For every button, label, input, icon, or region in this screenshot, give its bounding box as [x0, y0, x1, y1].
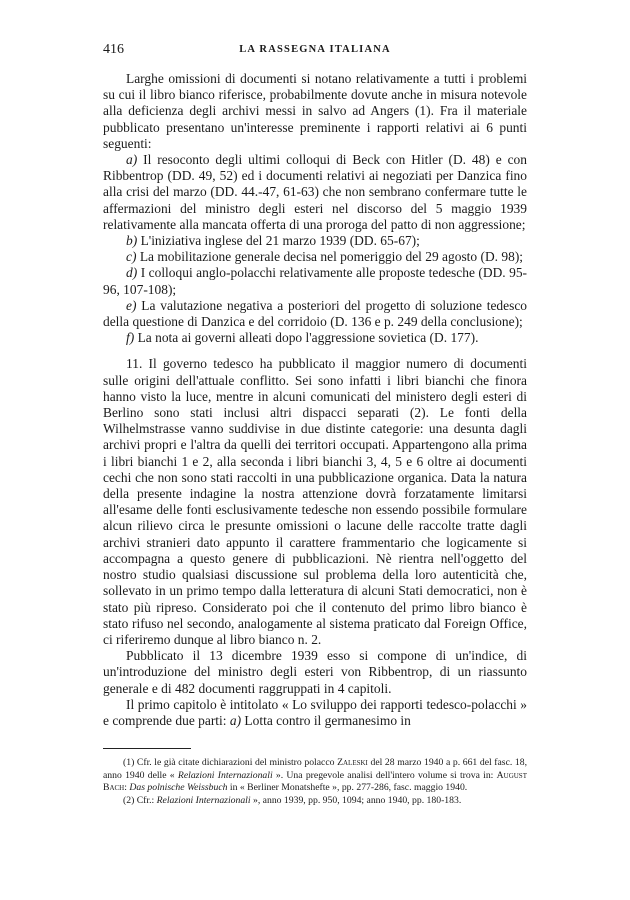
footnote-text: (1) Cfr. le già citate dichiarazioni del ministro polacco [123, 757, 338, 768]
item-text: La valutazione negativa a posteriori del progetto di soluzione tedesco della questione di Danzica e del corridoio (D. 136 e p. 249 della conclusione); [103, 297, 528, 330]
paragraph-intro: Larghe omissioni di documenti si notano relativamente a tutti i problemi su cui il libro bianco riferisce, probabilmente dovute anche in misura notevole alla deficienza degli archivi messi in salvo ad Angers (1). Fra il materiale pubblicato presentano un'interesse preminente i rapporti relativi ai 6 punti seguenti: [103, 71, 527, 151]
footnote-text: del 28 marzo 1940 a p. 661 del fasc. 18, anno 1940 delle « [103, 757, 527, 781]
main-text [103, 71, 527, 729]
author-name: August Bach [103, 769, 527, 794]
chapter-text-end: Lotta contro il germanesimo in [241, 712, 411, 728]
list-item-d [103, 265, 527, 297]
paragraph-first-chapter [103, 697, 527, 729]
list-item-e [103, 298, 527, 330]
running-title: LA RASSEGNA ITALIANA [239, 44, 391, 55]
list-item-f [103, 330, 527, 346]
item-marker: c) [126, 249, 137, 265]
footnote-divider [103, 748, 191, 749]
item-marker: b) [126, 233, 138, 249]
item-marker: e) [126, 297, 137, 313]
paragraph-publication: Pubblicato il 13 dicembre 1939 esso si compone di un'indice, di un'introduzione del ministro degli esteri von Ribbentrop, di un riassunto generale e di 482 documenti raggruppati in 4 capitoli. [103, 648, 527, 696]
author-name: Zaleski [337, 757, 368, 768]
page-header [103, 42, 527, 60]
book-title: Das polnische Weissbuch [129, 782, 228, 794]
footnote-1 [103, 757, 527, 795]
footnote-2 [103, 795, 527, 808]
footnote-text: », anno 1939, pp. 950, 1094; anno 1940, pp. 180-183. [250, 794, 462, 806]
footnote-text: ». Una pregevole analisi dell'intero volume si trova in: [272, 769, 497, 781]
journal-title: Relazioni Internazionali [156, 794, 251, 806]
list-item-a [103, 152, 527, 233]
item-marker: f) [126, 330, 135, 346]
item-text: L'iniziativa inglese del 21 marzo 1939 (DD. 65-67); [140, 233, 420, 249]
item-text: Il resoconto degli ultimi colloqui di Beck con Hitler (D. 48) e con Ribbentrop (DD. 49, 52) ed i documenti relativi ai negoziati per Danzica fino alla crisi del marzo (DD. 44.-47, 61-63) che non sembrano confermare tutte le affermazioni del ministro degli esteri nel discorso del 5 maggio 1939 relativamente alla mancata offerta di una proroga del patto di non aggressione; [103, 152, 527, 232]
chapter-text-start: Il primo capitolo è intitolato « Lo sviluppo dei rapporti tedesco-polacchi » e comprende due parti: [103, 696, 527, 728]
list-item-c [103, 249, 527, 265]
footnote-text: in « Berliner Monatshefte », pp. 277-286, fasc. maggio 1940. [227, 782, 468, 794]
footnotes [103, 757, 527, 807]
item-marker: a) [126, 152, 138, 168]
item-marker: a) [229, 712, 242, 728]
list-item-b [103, 233, 527, 249]
item-text: I colloqui anglo-polacchi relativamente alle proposte tedesche (DD. 95-96, 107-108); [103, 265, 528, 297]
item-text: La nota ai governi alleati dopo l'aggressione sovietica (D. 177). [137, 330, 479, 346]
footnote-text: : [124, 782, 130, 794]
page-number: 416 [103, 42, 124, 57]
journal-title: Relazioni Internazionali [177, 769, 273, 781]
paragraph-section-11: 11. Il governo tedesco ha pubblicato il maggior numero di documenti sulle origini dell'attuale conflitto. Sei sono infatti i libri bianchi che finora hanno visto la luce, mentre in alcuni comunicati del ministero degli esteri di Berlino sono stati inclusi altri dispacci separati (2). Le fonti della Wilhelmstrasse vanno suddivise in due distinte categorie: una desunta dagli archivi propri e l'altra da quelli dei territori occupati. Appartengono alla prima i libri bianchi 1 e 2, alla seconda i libri bianchi 3, 4, 5 e 6 oltre ai documenti cechi che non sono stati raccolti in una pubblicazione organica. Data la natura della presente indagine la nostra attenzione dovrà forzatamente limitarsi all'esame delle fonti esclusivamente tedesche non essendo possibile formulare alcun rilievo circa le presunte omissioni o lacune delle raccolte tratte dagli archivi stranieri dato appunto il carattere frammentario che logicamente si accompagna a questo genere di pubblicazioni. Nè rientra nell'oggetto del nostro studio qualsiasi discussione sul problema della loro autenticità che, sollevato in un primo tempo dalla letteratura di alcuni Stati democratici, non è stato più ripreso. Considerato poi che il contenuto del primo libro bianco è stato rifuso nel secondo, analogamente al sistema praticato dal Foreign Office, ci riferiremo dunque al libro bianco n. 2. [103, 356, 527, 647]
item-marker: d) [126, 265, 138, 281]
footnote-text: (2) Cfr.: [123, 794, 157, 806]
item-text: La mobilitazione generale decisa nel pomeriggio del 29 agosto (D. 98); [139, 249, 524, 265]
